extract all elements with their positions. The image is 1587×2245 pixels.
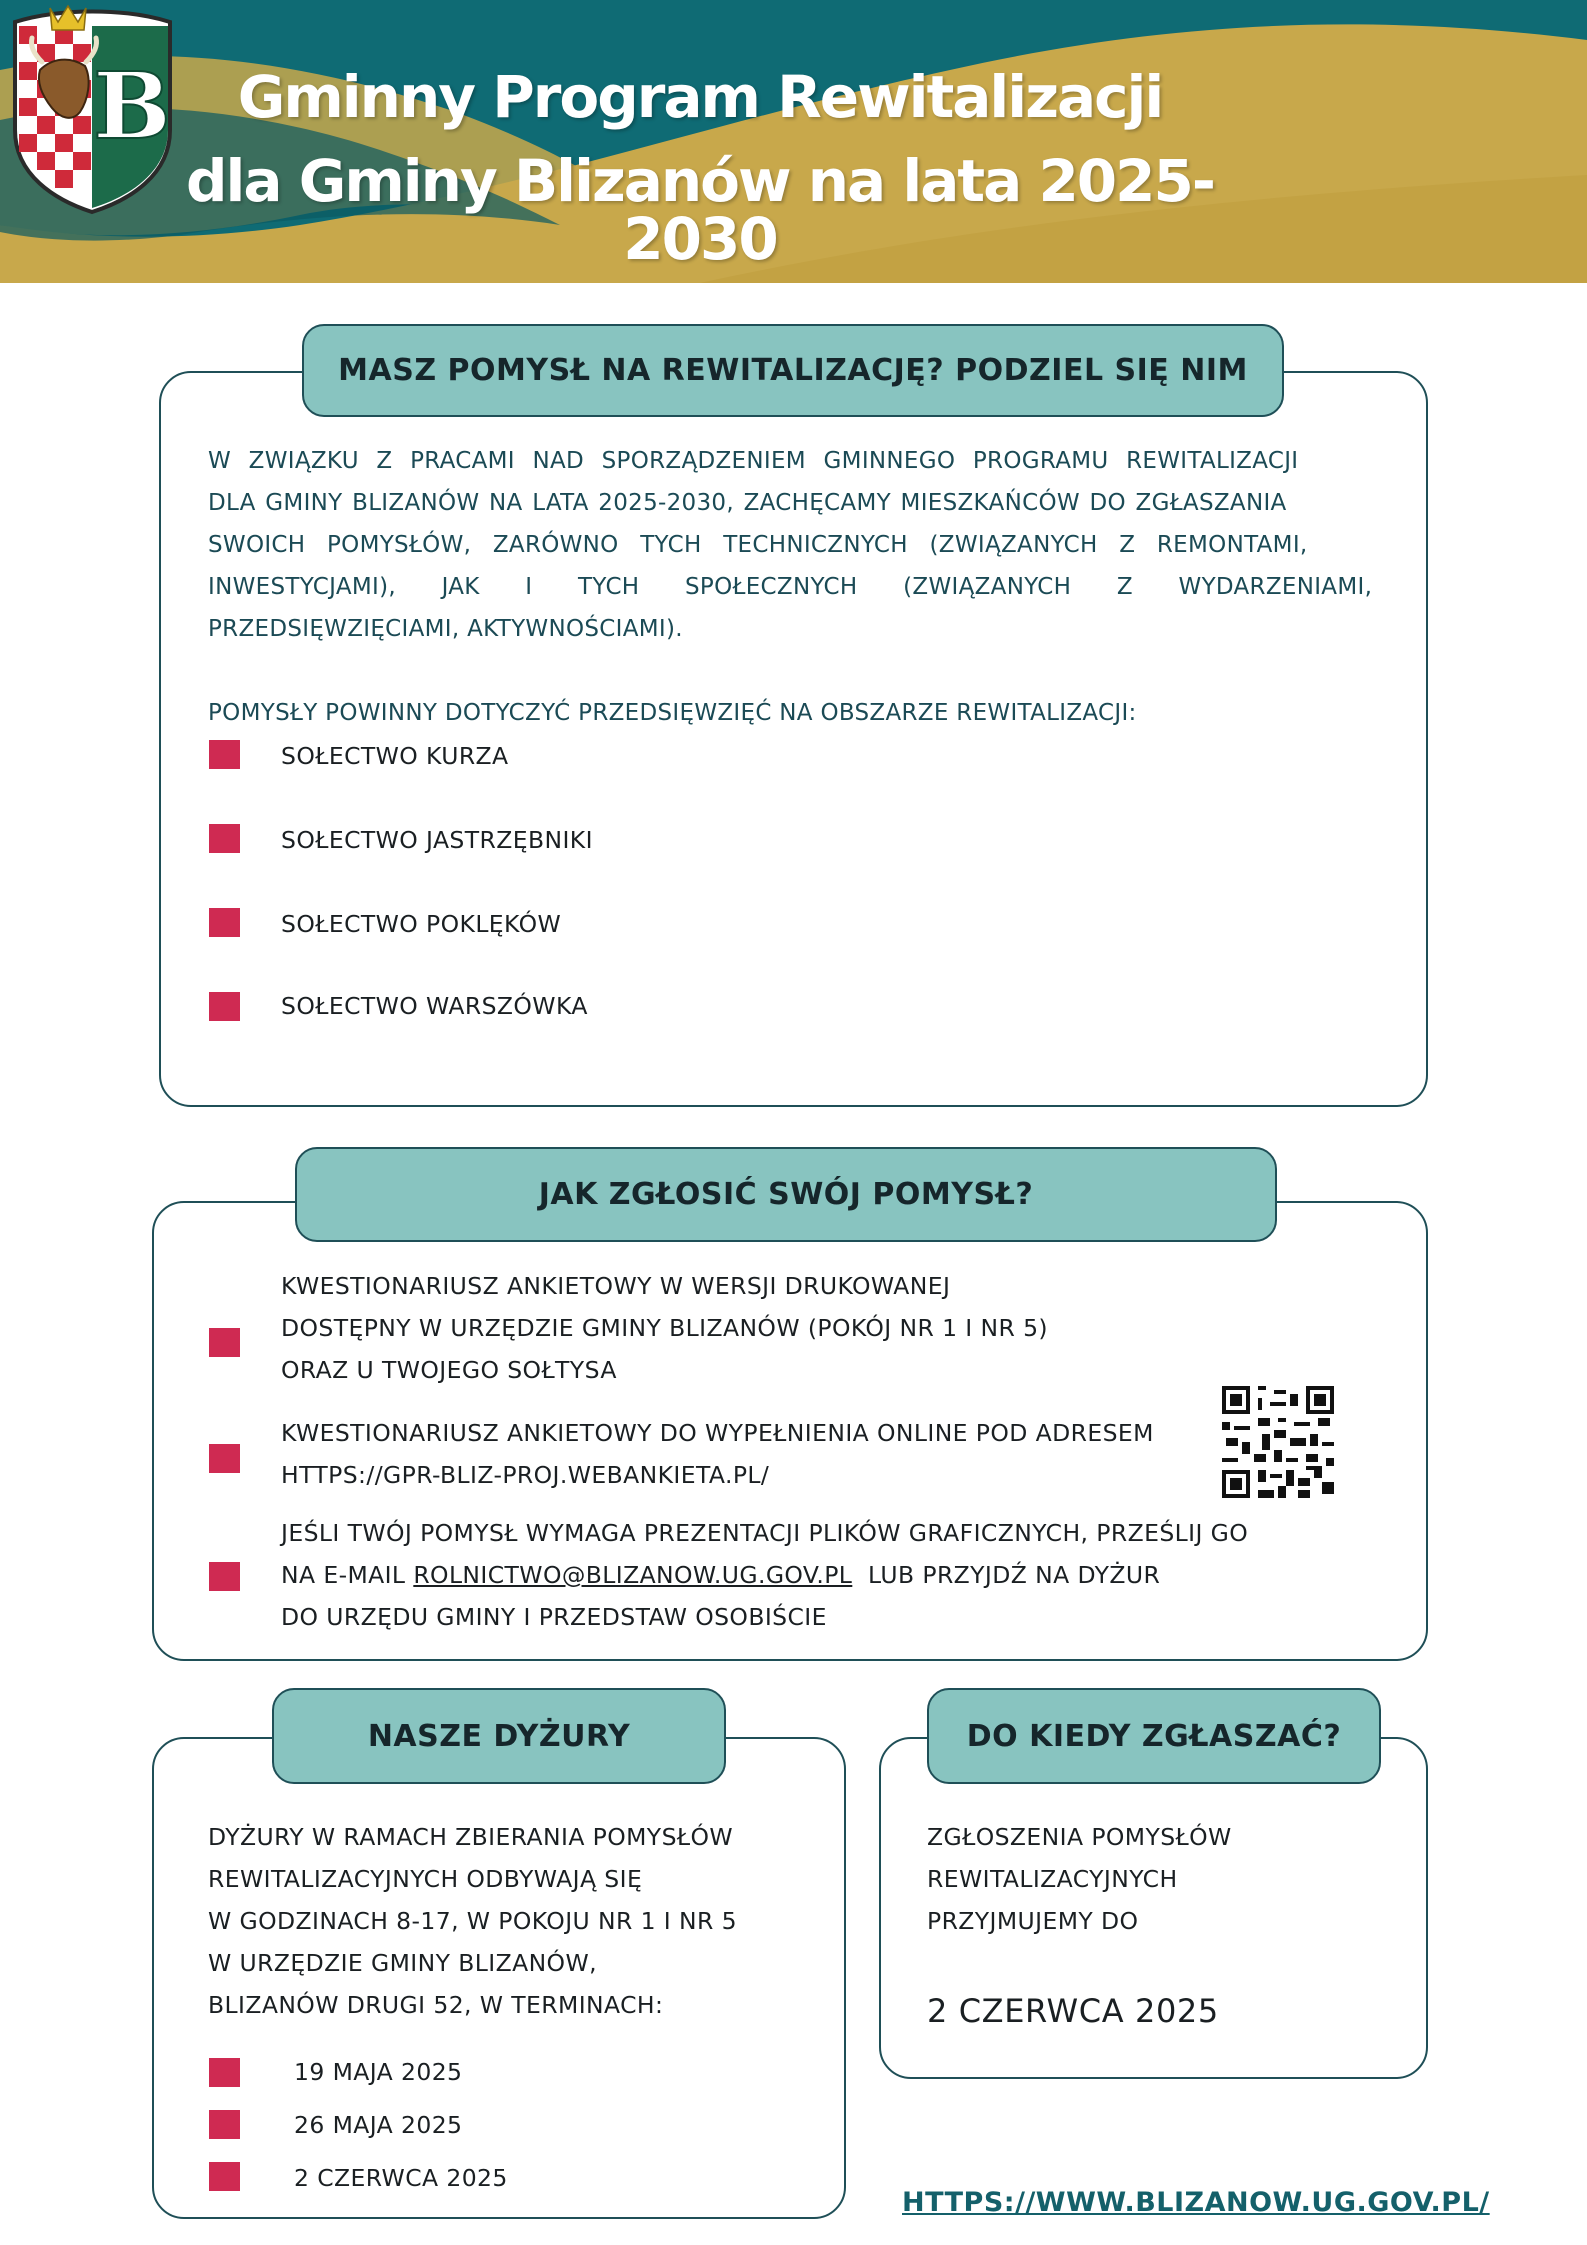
how-to-tab: JAK ZGŁOSIĆ SWÓJ POMYSŁ? (295, 1147, 1277, 1242)
duty-hours-text: DYŻURY W RAMACH ZBIERANIA POMYSŁÓW REWITALIZACYJNYCH ODBYWAJĄ SIĘ W GODZINACH 8-17, W POKOJU NR 1 I NR 5 W URZĘDZIE GMINY BLIZANÓW, BLIZANÓW DRUGI 52, W TERMINACH: (208, 1823, 737, 2019)
gmina-crest-icon (0, 0, 185, 215)
bullet-square-icon (209, 2110, 240, 2139)
intro-line: W ZWIĄZKU Z PRACAMI NAD SPORZĄDZENIEM GMINNEGO PROGRAMU REWITALIZACJI (208, 448, 1299, 474)
intro-paragraph (208, 440, 1373, 650)
title-line-1: Gminny Program Rewitalizacji (237, 63, 1163, 131)
survey-link[interactable]: HTTPS://GPR-BLIZ-PROJ.WEBANKIETA.PL/ (281, 1461, 770, 1489)
area-item: SOŁECTWO WARSZÓWKA (281, 992, 588, 1020)
how-to-item-email: JEŚLI TWÓJ POMYSŁ WYMAGA PREZENTACJI PLIKÓW GRAFICZNYCH, PRZEŚLIJ GO NA E-MAIL ROLNICTWO@BLIZANOW.UG.GOV.PL LUB PRZYJDŹ NA DYŻUR DO URZĘDU GMINY I PRZEDSTAW OSOBIŚCIE (281, 1519, 1249, 1631)
duty-date: 19 MAJA 2025 (294, 2058, 463, 2086)
bullet-square-icon (209, 740, 240, 769)
bullet-square-icon (209, 824, 240, 853)
email-link[interactable]: ROLNICTWO@BLIZANOW.UG.GOV.PL (413, 1561, 853, 1589)
duty-date: 2 CZERWCA 2025 (294, 2164, 508, 2192)
header-banner (0, 0, 1587, 283)
area-item: SOŁECTWO POKLĘKÓW (281, 910, 562, 938)
area-item: SOŁECTWO KURZA (281, 742, 509, 770)
deadline-text: ZGŁOSZENIA POMYSŁÓW REWITALIZACYJNYCH PRZYJMUJEMY DO (927, 1823, 1232, 1935)
title-line-2: dla Gminy Blizanów na lata 2025-2030 (186, 147, 1214, 273)
deadline-date: 2 CZERWCA 2025 (927, 1992, 1219, 2030)
areas-label: POMYSŁY POWINNY DOTYCZYĆ PRZEDSIĘWZIĘĆ NA OBSZARZE REWITALIZACJI: (208, 700, 1137, 726)
bullet-square-icon (209, 992, 240, 1021)
website-link[interactable]: HTTPS://WWW.BLIZANOW.UG.GOV.PL/ (902, 2187, 1490, 2218)
bullet-square-icon (209, 2058, 240, 2087)
svg-text:B: B (93, 52, 171, 160)
bullet-square-icon (209, 2162, 240, 2191)
qr-code-icon (1222, 1386, 1334, 1498)
how-to-item-online: KWESTIONARIUSZ ANKIETOWY DO WYPEŁNIENIA ONLINE POD ADRESEM HTTPS://GPR-BLIZ-PROJ.WEBANKIETA.PL/ (281, 1412, 1154, 1496)
bullet-square-icon (209, 1328, 240, 1357)
intro-line: INWESTYCJAMI), JAK I TYCH SPOŁECZNYCH (ZWIĄZANYCH Z WYDARZENIAMI, (208, 574, 1373, 600)
bullet-square-icon (209, 908, 240, 937)
intro-line: SWOICH POMYSŁÓW, ZARÓWNO TYCH TECHNICZNYCH (ZWIĄZANYCH Z REMONTAMI, (208, 532, 1308, 558)
area-item: SOŁECTWO JASTRZĘBNIKI (281, 826, 593, 854)
duty-date: 26 MAJA 2025 (294, 2111, 463, 2139)
ideas-tab: MASZ POMYSŁ NA REWITALIZACJĘ? PODZIEL SIĘ NIM (302, 324, 1284, 417)
bullet-square-icon (209, 1444, 240, 1473)
intro-line: PRZEDSIĘWZIĘCIAMI, AKTYWNOŚCIAMI). (208, 616, 683, 642)
how-to-item-print: KWESTIONARIUSZ ANKIETOWY W WERSJI DRUKOWANEJ DOSTĘPNY W URZĘDZIE GMINY BLIZANÓW (POKÓJ NR 1 I NR 5) ORAZ U TWOJEGO SOŁTYSA (281, 1272, 1048, 1384)
bullet-square-icon (209, 1562, 240, 1591)
deadline-tab: DO KIEDY ZGŁASZAĆ? (927, 1688, 1381, 1784)
intro-line: DLA GMINY BLIZANÓW NA LATA 2025-2030, ZACHĘCAMY MIESZKAŃCÓW DO ZGŁASZANIA (208, 490, 1287, 516)
duty-hours-tab: NASZE DYŻURY (272, 1688, 726, 1784)
